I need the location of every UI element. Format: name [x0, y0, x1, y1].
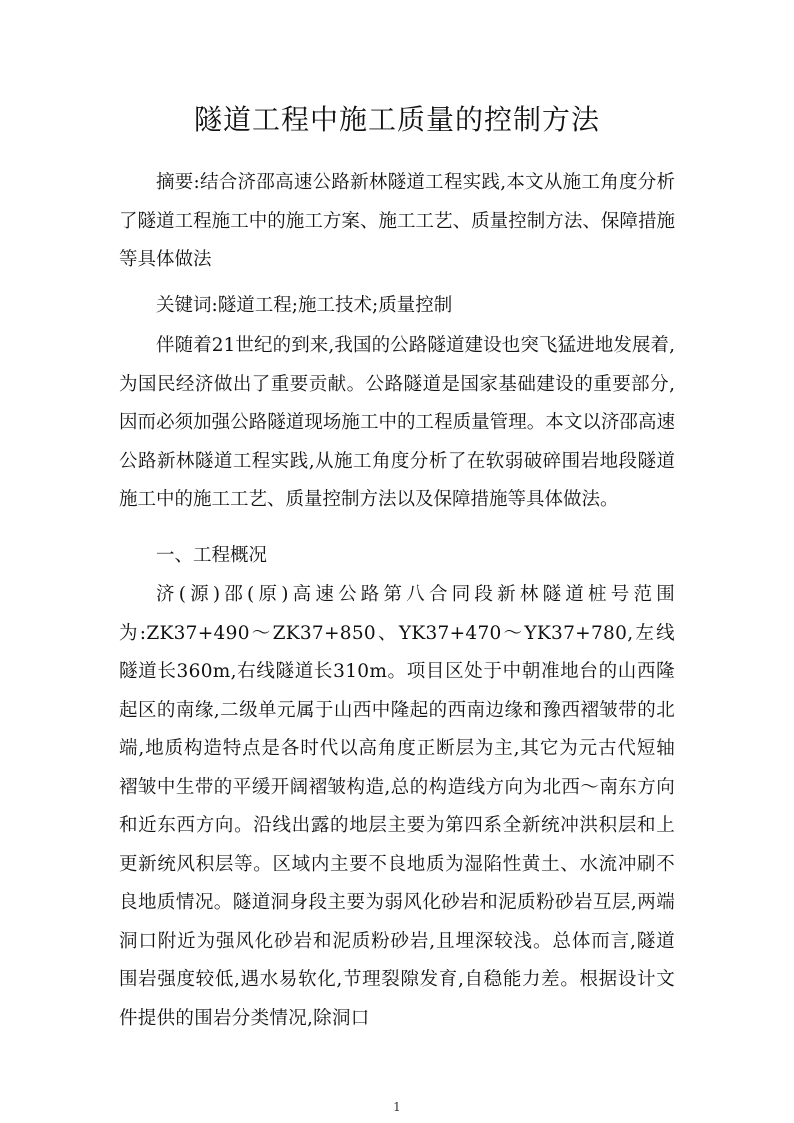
- section-heading: 一、工程概况: [156, 545, 268, 566]
- document-title: 隧道工程中施工质量的控制方法: [193, 103, 600, 136]
- keywords-paragraph: 关键词:隧道工程;施工技术;质量控制: [156, 295, 453, 316]
- abstract-paragraph: 摘要:结合济邵高速公路新林隧道工程实践,本文从施工角度分析了隧道工程施工中的施工方案、施工工艺、质量控制方法、保障措施等具体做法: [119, 172, 675, 270]
- page-number: 1: [393, 1100, 401, 1114]
- intro-paragraph: 伴随着21世纪的到来,我国的公路隧道建设也突飞猛进地发展着,为国民经济做出了重要贡献。公路隧道是国家基础建设的重要部分,因而必须加强公路隧道现场施工中的工程质量管理。本文以济邵高速公路新林隧道工程实践,从施工角度分析了在软弱破碎围岩地段隧道施工中的施工工艺、质量控制方法以及保障措施等具体做法。: [119, 335, 675, 510]
- overview-paragraph: 济(源)邵(原)高速公路第八合同段新林隧道桩号范围为:ZK37+490～ZK37+850、YK37+470～YK37+780,左线隧道长360m,右线隧道长310m。项目区处于中朝准地台的山西隆起区的南缘,二级单元属于山西中隆起的西南边缘和豫西褶皱带的北端,地质构造特点是各时代以高角度正断层为主,其它为元古代短轴褶皱中生带的平缓开阔褶皱构造,总的构造线方向为北西～南东方向和近东西方向。沿线出露的地层主要为第四系全新统冲洪积层和上更新统风积层等。区域内主要不良地质为湿陷性黄土、水流冲刷不良地质情况。隧道洞身段主要为弱风化砂岩和泥质粉砂岩互层,两端洞口附近为强风化砂岩和泥质粉砂岩,且埋深较浅。总体而言,隧道围岩强度较低,遇水易软化,节理裂隙发育,自稳能力差。根据设计文件提供的围岩分类情况,除洞口: [119, 584, 675, 1029]
